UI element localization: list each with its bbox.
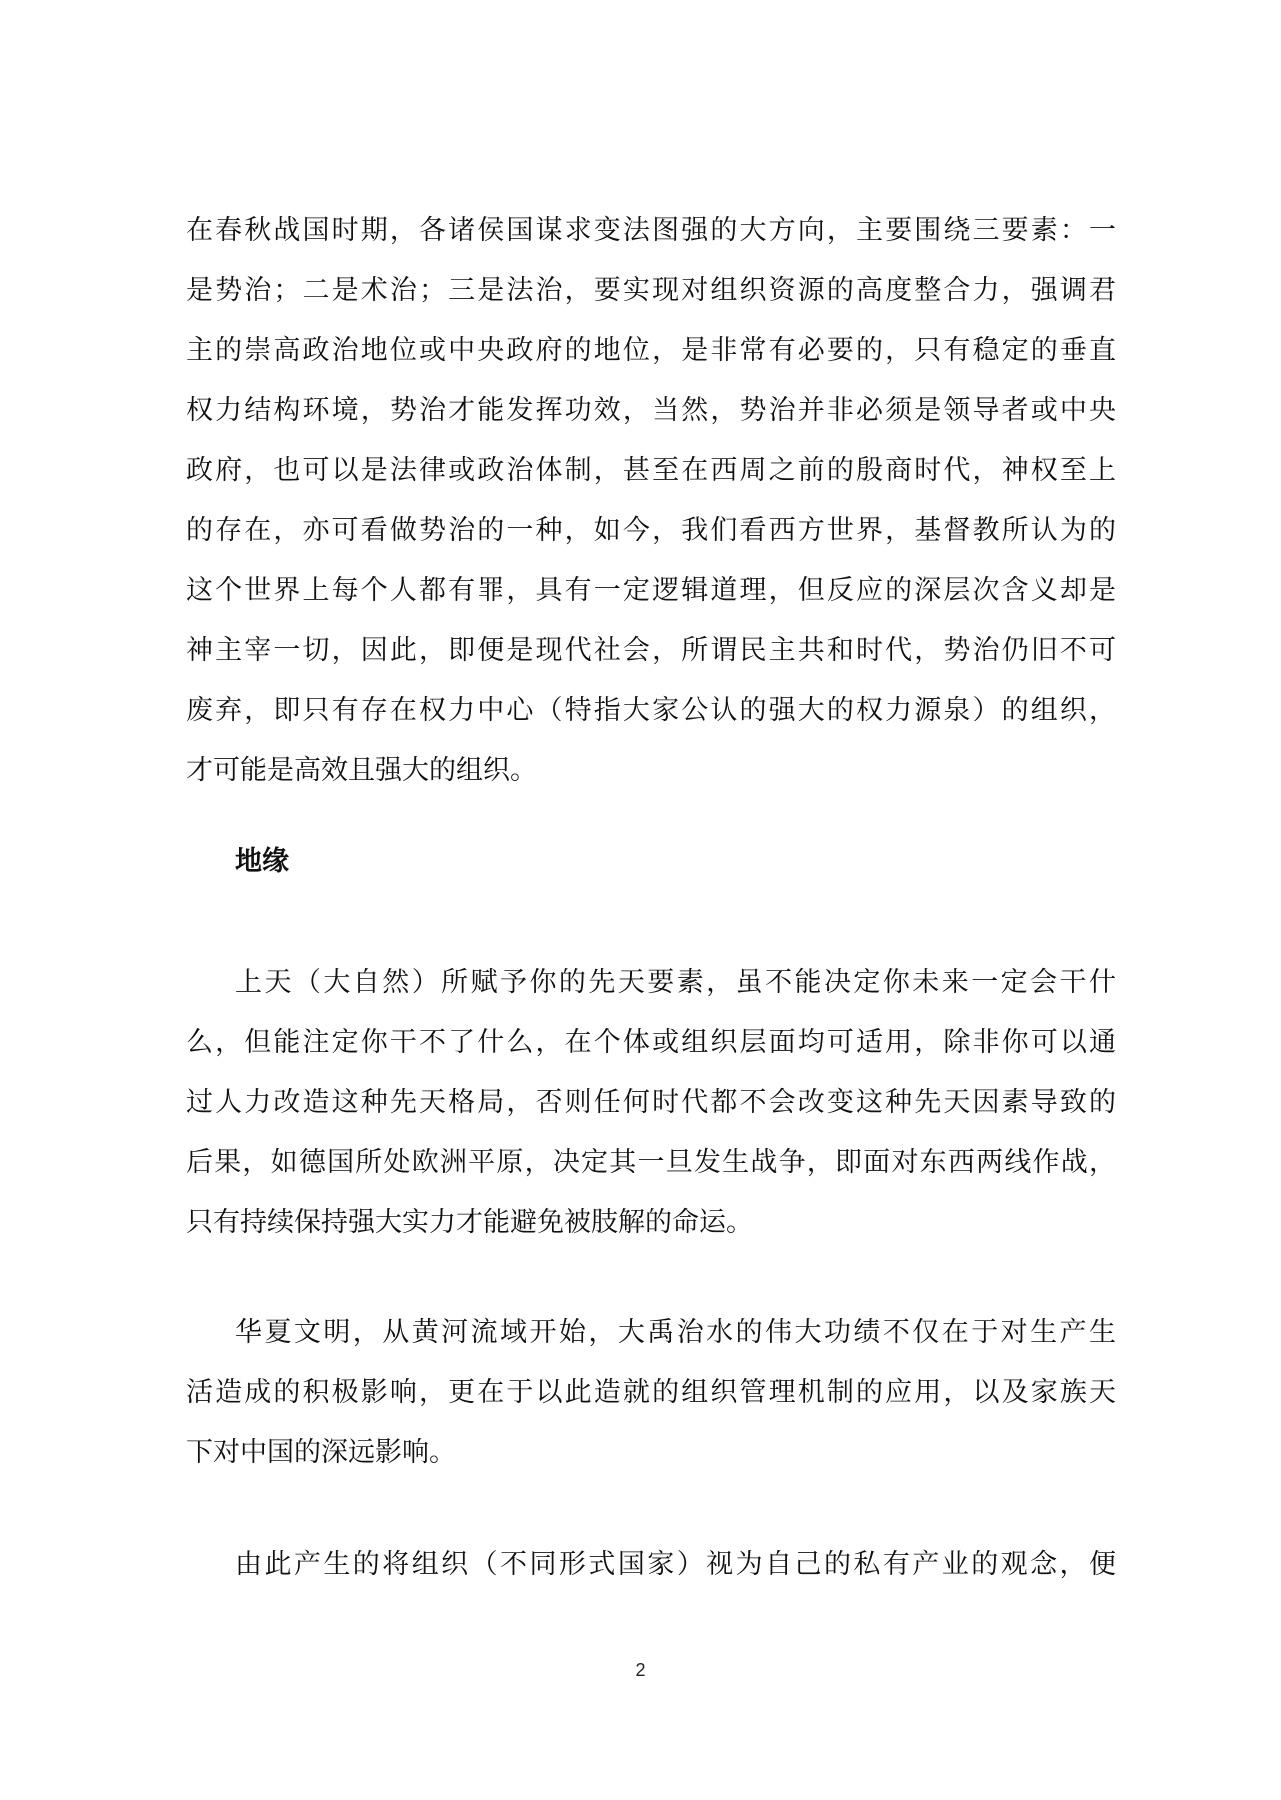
page-number: 2	[635, 1660, 646, 1680]
paragraph-line: 政府，也可以是法律或政治体制，甚至在西周之前的殷商时代，神权至上	[186, 455, 1116, 486]
paragraph-line: 后果，如德国所处欧洲平原，决定其一旦发生战争，即面对东西两线作战，	[186, 1147, 1116, 1178]
paragraph-line: 的存在，亦可看做势治的一种，如今，我们看西方世界，基督教所认为的	[186, 515, 1116, 546]
paragraph-line: 下对中国的深远影响。	[186, 1437, 456, 1468]
paragraph-line: 上天（大自然）所赋予你的先天要素，虽不能决定你未来一定会干什	[235, 967, 1116, 998]
paragraph-line: 只有持续保持强大实力才能避免被肢解的命运。	[186, 1207, 753, 1238]
paragraph-line: 华夏文明，从黄河流域开始，大禹治水的伟大功绩不仅在于对生产生	[235, 1317, 1116, 1348]
paragraph-line: 废弃，即只有存在权力中心（特指大家公认的强大的权力源泉）的组织，	[186, 695, 1116, 726]
paragraph-line: 神主宰一切，因此，即便是现代社会，所谓民主共和时代，势治仍旧不可	[186, 635, 1116, 666]
paragraph-line: 这个世界上每个人都有罪，具有一定逻辑道理，但反应的深层次含义却是	[186, 575, 1116, 606]
paragraph-line: 是势治；二是术治；三是法治，要实现对组织资源的高度整合力，强调君	[186, 275, 1116, 306]
paragraph-line: 主的崇高政治地位或中央政府的地位，是非常有必要的，只有稳定的垂直	[186, 335, 1116, 366]
paragraph-line: 由此产生的将组织（不同形式国家）视为自己的私有产业的观念，便	[235, 1549, 1116, 1580]
paragraph-line: 才可能是高效且强大的组织。	[186, 755, 537, 786]
paragraph-line: 活造成的积极影响，更在于以此造就的组织管理机制的应用，以及家族天	[186, 1377, 1116, 1408]
paragraph-line: 过人力改造这种先天格局，否则任何时代都不会改变这种先天因素导致的	[186, 1087, 1116, 1118]
section-heading: 地缘	[235, 846, 289, 877]
paragraph-line: 在春秋战国时期，各诸侯国谋求变法图强的大方向，主要围绕三要素：一	[186, 215, 1116, 246]
paragraph-line: 么，但能注定你干不了什么，在个体或组织层面均可适用，除非你可以通	[186, 1027, 1116, 1058]
paragraph-line: 权力结构环境，势治才能发挥功效，当然，势治并非必须是领导者或中央	[186, 395, 1116, 426]
